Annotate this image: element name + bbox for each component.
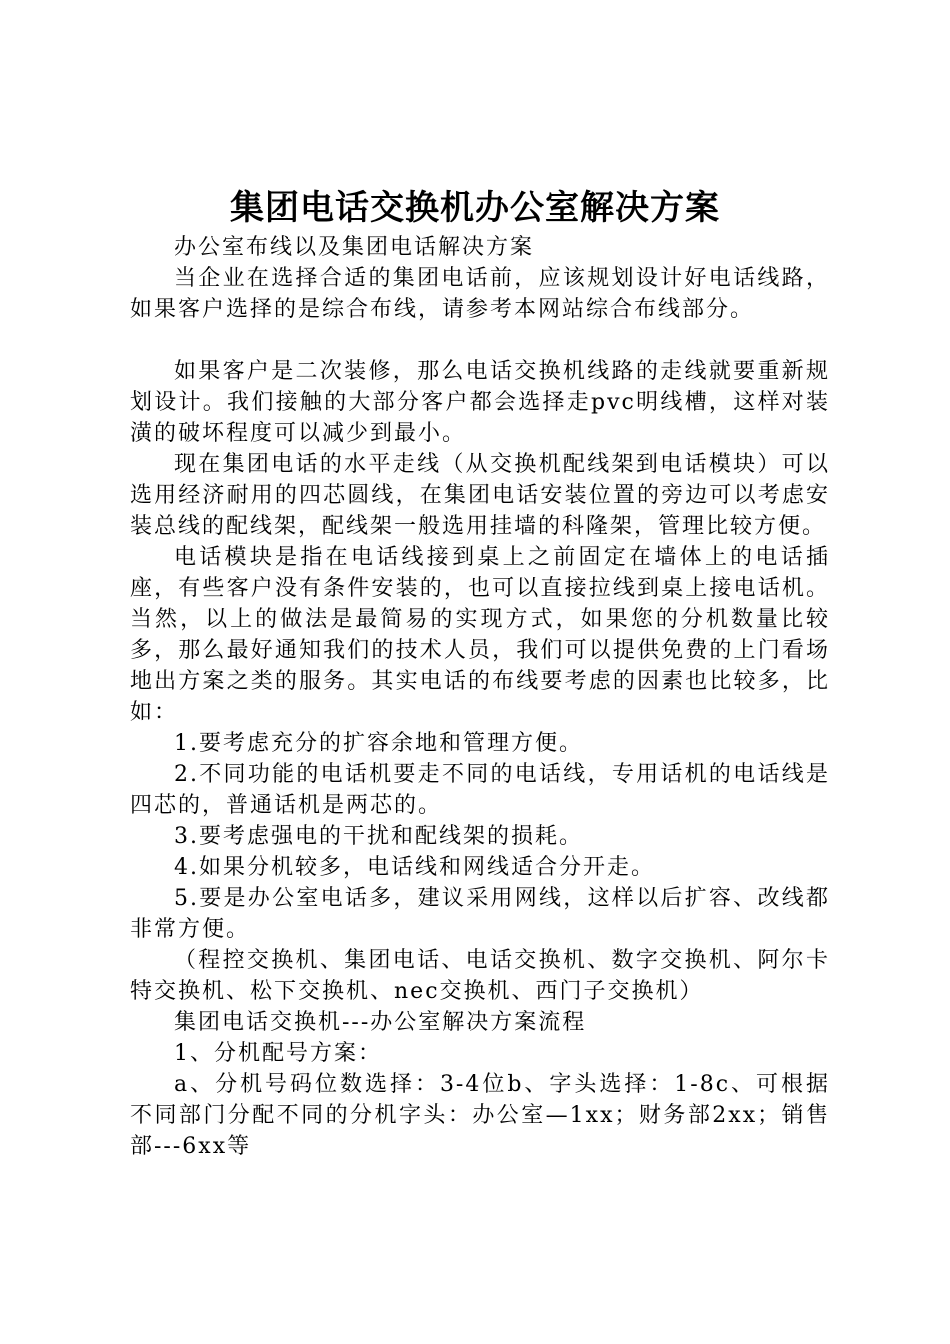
list-item-1: 1.要考虑充分的扩容余地和管理方便。 <box>174 731 583 756</box>
paragraph-3: 如果客户是二次装修，那么电话交换机线路的走线就要重新规划设计。我们接触的大部分客户都会选择走pvc明线槽，这样对装潢的破坏程度可以减少到最小。 <box>130 359 830 446</box>
list-item-5: 5.要是办公室电话多，建议采用网线，这样以后扩容、改线都非常方便。 <box>130 886 830 942</box>
paragraph-4: 现在集团电话的水平走线（从交换机配线架到电话模块）可以选用经济耐用的四芯圆线，在集团电话安装位置的旁边可以考虑安装总线的配线架，配线架一般选用挂墙的科隆架，管理比较方便。 <box>130 452 830 539</box>
list-item-3: 3.要考虑强电的干扰和配线架的损耗。 <box>174 824 583 849</box>
keywords-paragraph: （程控交换机、集团电话、电话交换机、数字交换机、阿尔卡特交换机、松下交换机、nec交换机、西门子交换机） <box>130 948 830 1004</box>
section-1-content: a、分机号码位数选择：3-4位b、字头选择：1-8c、可根据不同部门分配不同的分机字头：办公室—1xx；财务部2xx；销售部---6xx等 <box>130 1072 830 1159</box>
list-item-4: 4.如果分机较多，电话线和网线适合分开走。 <box>174 855 655 880</box>
list-item-2: 2.不同功能的电话机要走不同的电话线，专用话机的电话线是四芯的，普通话机是两芯的。 <box>130 762 830 818</box>
paragraph-5: 电话模块是指在电话线接到桌上之前固定在墙体上的电话插座，有些客户没有条件安装的，也可以直接拉线到桌上接电话机。当然，以上的做法是最简易的实现方式，如果您的分机数量比较多，那么最好通知我们的技术人员，我们可以提供免费的上门看场地出方案之类的服务。其实电话的布线要考虑的因素也比较多，比如： <box>130 545 830 725</box>
paragraph-2: 当企业在选择合适的集团电话前，应该规划设计好电话线路，如果客户选择的是综合布线，请参考本网站综合布线部分。 <box>130 266 830 322</box>
paragraph-1: 办公室布线以及集团电话解决方案 <box>174 235 535 260</box>
blank-line <box>130 325 830 356</box>
process-heading: 集团电话交换机---办公室解决方案流程 <box>174 1010 587 1035</box>
document-title: 集团电话交换机办公室解决方案 <box>230 188 720 228</box>
section-heading-1: 1、分机配号方案： <box>174 1041 382 1066</box>
document-body <box>130 232 830 1162</box>
